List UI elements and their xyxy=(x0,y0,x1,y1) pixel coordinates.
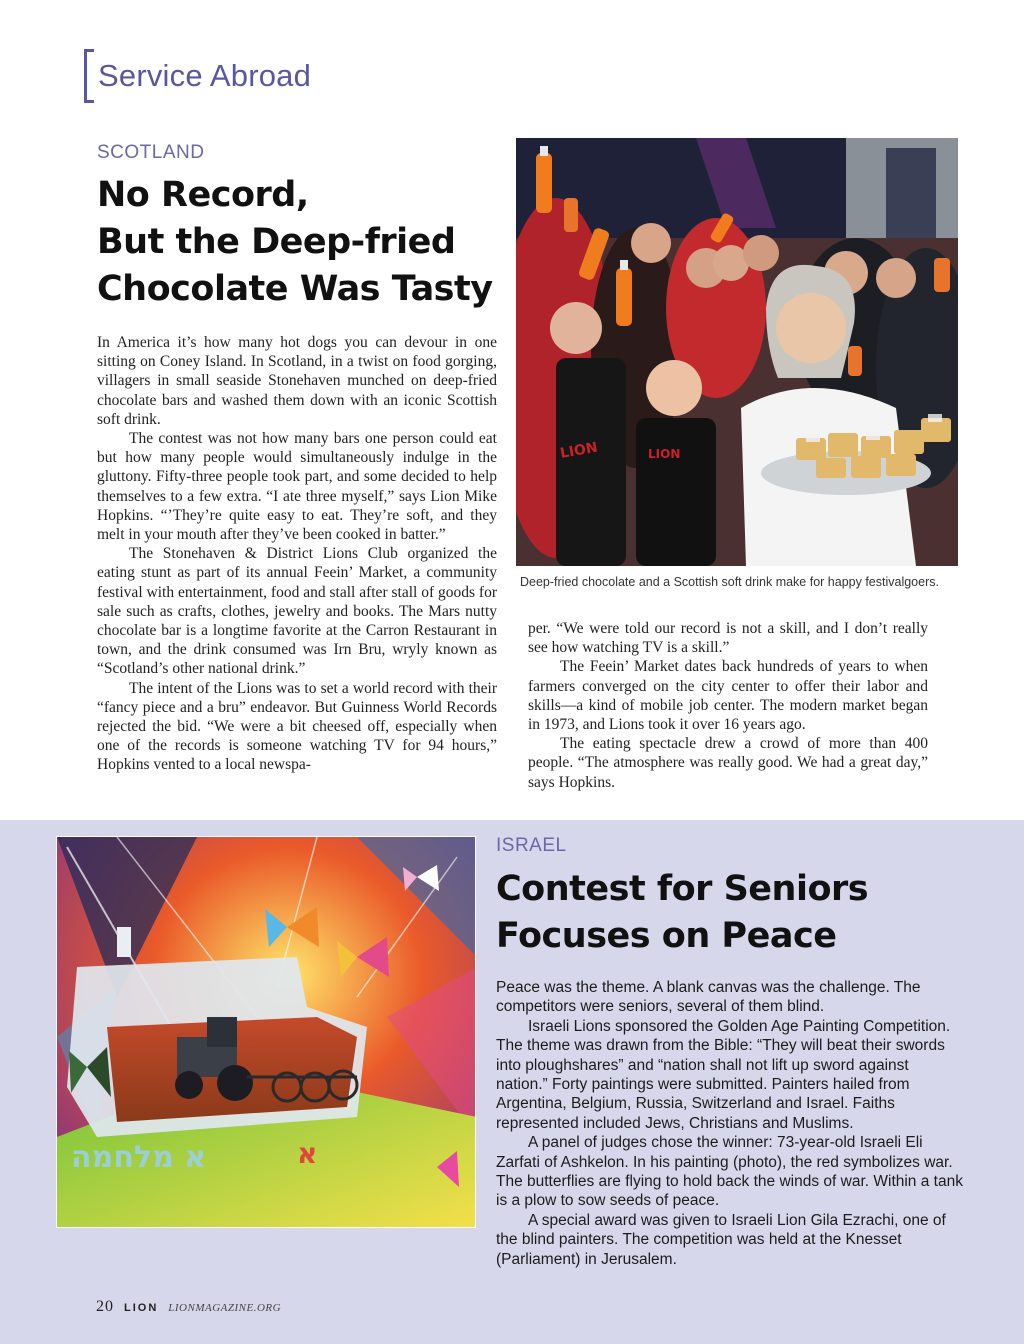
scotland-headline-line: No Record, xyxy=(97,175,309,215)
paragraph: The intent of the Lions was to set a world record with their “fancy piece and a bru” endeavor. But Guinness World Records rejected the bid. “We were a bit cheesed off, especially when one of the records is someone watching TV for 94 hours,” Hopkins vented to a local newspa- xyxy=(97,679,497,774)
paragraph: A panel of judges chose the winner: 73-year-old Israeli Eli Zarfati of Ashkelon. In his painting (photo), the red symbolizes war. The butterflies are flying to hold back the winds of war. Within a tank is a plow to sow seeds of peace. xyxy=(496,1134,963,1210)
section-title: Service Abroad xyxy=(98,58,312,93)
paragraph: In America it’s how many hot dogs you can devour in one sitting on Coney Island. In Scotland, in a twist on food gorging, villagers in small seaside Stonehaven munched on deep-fried chocolate bars and washed them down with an iconic Scottish soft drink. xyxy=(97,334,497,428)
paragraph: per. “We were told our record is not a skill, and I don’t really see how watching TV is a skill.” xyxy=(528,620,928,657)
page-footer xyxy=(96,1298,281,1316)
israel-headline-line: Focuses on Peace xyxy=(496,916,837,956)
svg-text:LION: LION xyxy=(558,439,599,462)
svg-text:א: א xyxy=(297,1137,318,1170)
paragraph: Peace was the theme. A blank canvas was the challenge. The competitors were seniors, several of them blind. xyxy=(496,979,921,1016)
scotland-headline-line: But the Deep-fried xyxy=(97,222,456,262)
svg-text:א מלחמה: א מלחמה xyxy=(71,1140,207,1175)
section-header xyxy=(84,48,311,104)
paragraph: The contest was not how many bars one person could eat but how many people would simultaneously indulge in the gluttony. Fifty-three people took part, and some decided to help themselves to a few extra. “I ate three myself,” says Lion Mike Hopkins. “’They’re quite easy to eat. They’re soft, and they melt in your mouth after they’ve been cooked in batter.” xyxy=(97,430,497,544)
israel-headline-line: Contest for Seniors xyxy=(496,869,869,909)
festival-photo xyxy=(516,138,958,566)
scotland-body-column-1 xyxy=(97,333,497,775)
svg-text:LION: LION xyxy=(648,447,681,461)
israel-headline xyxy=(496,866,868,960)
paragraph: The Feein’ Market dates back hundreds of years to when farmers converged on the city center to offer their labor and skills—a kind of mobile job center. The modern market began in 1973, and Lions took it over 16 years ago. xyxy=(528,658,928,734)
scotland-kicker: SCOTLAND xyxy=(97,142,205,163)
magazine-name: LION xyxy=(124,1302,159,1314)
scotland-headline-line: Chocolate Was Tasty xyxy=(97,269,493,309)
page-number: 20 xyxy=(96,1298,114,1315)
scotland-body-column-2 xyxy=(528,619,928,792)
scotland-headline xyxy=(97,172,493,313)
peace-painting xyxy=(56,836,476,1228)
photo-caption: Deep-fried chocolate and a Scottish soft drink make for happy festivalgoers. xyxy=(520,575,939,589)
paragraph: Israeli Lions sponsored the Golden Age Painting Competition. The theme was drawn from the Bible: “They will beat their swords into ploughshares” and “nation shall not lift up sword against nation.” Forty paintings were submitted. Painters hailed from Argentina, Belgium, Russia, Switzerland and Israel. Faiths represented included Jews, Christians and Muslims. xyxy=(496,1017,951,1132)
paragraph: A special award was given to Israeli Lion Gila Ezrachi, one of the blind painters. The competition was held at the Knesset (Parliament) in Jerusalem. xyxy=(496,1211,946,1268)
section-bracket xyxy=(84,49,94,103)
paragraph: The eating spectacle drew a crowd of more than 400 people. “The atmosphere was really good. We had a great day,” says Hopkins. xyxy=(528,735,928,791)
israel-body xyxy=(496,978,964,1269)
israel-kicker: ISRAEL xyxy=(496,835,567,856)
paragraph: The Stonehaven & District Lions Club organized the eating stunt as part of its annual Feein’ Market, a community festival with entertainment, food and stall after stall of goods for sale such as crafts, clothes, jewelry and books. The Mars nutty chocolate bar is a longtime favorite at the Carron Restaurant in town, and the drink consumed was Irn Bru, wryly known as “Scotland’s other national drink.” xyxy=(97,545,497,678)
magazine-url: LIONMAGAZINE.ORG xyxy=(168,1302,282,1314)
